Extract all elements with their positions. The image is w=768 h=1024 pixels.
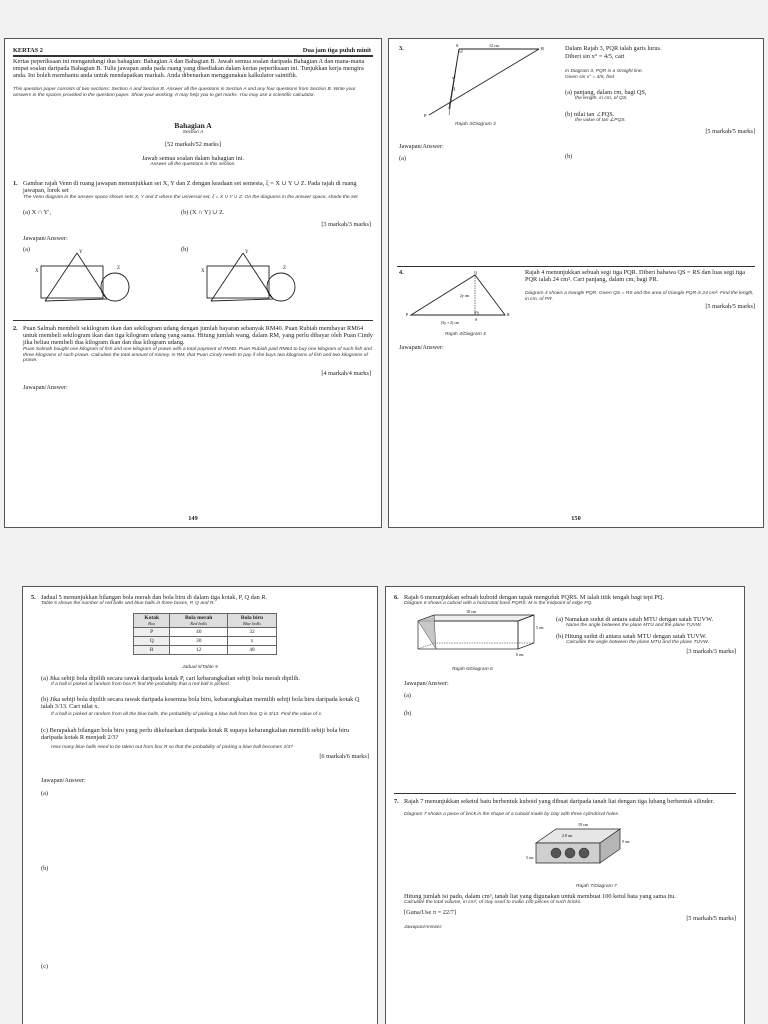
page-152 bbox=[385, 586, 745, 1024]
q3-number: 3. bbox=[399, 45, 404, 52]
table-cell: P bbox=[134, 628, 170, 637]
q1-answer-label: Jawapan/Answer: bbox=[23, 235, 68, 242]
q5-part-b-en: If a ball is picked at random from all the blue balls, the probability of picking a blue ball from box Q is 3/13. Find the value of x. bbox=[51, 712, 323, 717]
q6-text: Rajah 6 menunjukkan sebuah kuboid dengan tapak mengufuk PQRS. M ialah titik tengah bagi tepi PQ. bbox=[404, 594, 665, 601]
svg-text:19 cm: 19 cm bbox=[578, 822, 588, 827]
svg-text:S: S bbox=[475, 317, 478, 322]
svg-text:R: R bbox=[507, 312, 510, 317]
svg-text:X: X bbox=[35, 269, 39, 274]
q7-number: 7. bbox=[394, 798, 399, 805]
paper-duration: Dua jam tiga puluh minit bbox=[302, 47, 371, 54]
q5-answer-b: (b) bbox=[41, 865, 49, 872]
q6-part-a-en: Name the angle between the plane MTU and the plane TUVW. bbox=[566, 623, 702, 628]
svg-text:18 cm: 18 cm bbox=[466, 609, 476, 614]
q3-part-b-en: the value of tan ∠PQS. bbox=[575, 118, 626, 123]
q5-text-en: Table 5 shows the number of red balls and blue balls in three boxes, P, Q and R. bbox=[41, 601, 215, 606]
svg-text:Z: Z bbox=[117, 266, 121, 271]
q7-answer-label: Jawapan/Answer: bbox=[404, 925, 443, 930]
diagram-6-caption: Rajah 6/Diagram 6 bbox=[452, 667, 493, 672]
svg-text:Q: Q bbox=[474, 270, 477, 275]
header-red: Bola merah Red balls bbox=[170, 614, 228, 628]
q5-answer-a: (a) bbox=[41, 790, 48, 797]
q6-number: 6. bbox=[394, 594, 399, 601]
q3-part-b: (b) nilai tan ∠PQS. bbox=[565, 111, 615, 118]
q5-text: Jadual 5 menunjukkan bilangan bola merah dan bola biru di dalam tiga kotak, P, Q dan R. bbox=[41, 594, 268, 601]
table-cell: 30 bbox=[170, 637, 228, 646]
svg-text:2.8 cm: 2.8 cm bbox=[562, 834, 573, 838]
q3-line-1: Dalam Rajah 3, PQR ialah garis lurus. bbox=[565, 45, 662, 52]
diagram-4-caption: Rajah 4/Diagram 4 bbox=[445, 332, 486, 337]
q3-line-2: Diberi sin x° = 4/5, cari bbox=[565, 53, 625, 60]
venn-diagram-b bbox=[201, 251, 311, 321]
header-rule bbox=[13, 55, 373, 57]
table-cell: 40 bbox=[170, 628, 228, 637]
section-instruction-en: Answer all the questions in this section. bbox=[150, 162, 236, 167]
q6-part-b: (b) Hitung sudut di antara satah MTU dengan satah TUVW. bbox=[556, 633, 707, 640]
diagram-3 bbox=[419, 43, 569, 123]
q3-answer-label: Jawapan/Answer: bbox=[399, 143, 444, 150]
q6-answer-a: (a) bbox=[404, 692, 411, 699]
q6-text-en: Diagram 6 shows a cuboid with a horizontal base PQRS. M is the midpoint of edge PQ. bbox=[404, 601, 593, 606]
q5-marks: [6 markah/6 marks] bbox=[319, 753, 369, 760]
q1-text-en: The Venn diagram in the answer space shows sets X, Y and Z where the universal set, ξ = X ∪ Y ∪ Z. On the diagrams in the answer space, shade the set bbox=[23, 195, 358, 200]
svg-text:6 cm: 6 cm bbox=[516, 653, 524, 657]
q1-part-b: (b) (X ∩ Y) ∪ Z. bbox=[181, 209, 225, 216]
q7-text: Rajah 7 menunjukkan seketul batu berbentuk kuboid yang dibuat daripada tanah liat dengan tiga lubang berbentuk silinder. bbox=[404, 798, 715, 805]
q3-part-a-en: the length, in cm, of QS, bbox=[575, 96, 628, 101]
q1-number: 1. bbox=[13, 180, 18, 187]
q5-part-a: (a) Jika sebiji bola dipilih secara rawak daripada kotak P, cari kebarangkalian sebiji bola merah dipilih. bbox=[41, 675, 300, 682]
q1-marks: [3 markah/3 marks] bbox=[321, 221, 371, 228]
svg-text:12 cm: 12 cm bbox=[489, 43, 499, 48]
table-row bbox=[134, 637, 277, 646]
diagram-7-brick bbox=[526, 823, 636, 883]
q4-text: Rajah 4 menunjukkan sebuah segi tiga PQR. Diberi bahawa QS = RS dan luas segi tiga PQR ialah 24 cm². Cari panjang, dalam cm, bagi PR. bbox=[525, 269, 746, 284]
q7-calc: Hitung jumlah isi padu, dalam cm³, tanah liat yang digunakan untuk membuat 100 ketul bata yang sama itu. bbox=[404, 893, 676, 900]
q5-number: 5. bbox=[31, 594, 36, 601]
q1-text: Gambar rajah Venn di ruang jawapan menunjukkan set X, Y dan Z dengan keadaan set semesta, ξ = X ∪ Y ∪ Z. Pada rajah di ruang jawapan, lorek set bbox=[23, 180, 357, 195]
q5-part-c-en: How many blue balls need to be taken out from box R so that the probability of picking a blue ball becomes 2/3? bbox=[51, 745, 293, 750]
q5-part-c: (c) Berapakah bilangan bola biru yang perlu dikeluarkan daripada kotak R supaya kebarangkalian memilih sebiji bola biru daripada kotak R menjadi 2/3? bbox=[41, 727, 350, 742]
table-caption: Jadual 5/Table 5 bbox=[182, 665, 218, 670]
q4-marks: [5 markah/5 marks] bbox=[705, 303, 755, 310]
q5-answer-c: (c) bbox=[41, 963, 48, 970]
svg-text:Q: Q bbox=[452, 86, 456, 91]
table-cell: x bbox=[228, 637, 277, 646]
header-blue: Bola biru Blue balls bbox=[228, 614, 277, 628]
page-151 bbox=[22, 586, 378, 1024]
q6-answer-label: Jawapan/Answer: bbox=[404, 680, 449, 687]
q2-number: 2. bbox=[13, 325, 18, 332]
table-cell: Q bbox=[134, 637, 170, 646]
svg-text:X: X bbox=[201, 269, 205, 274]
diagram-7-caption: Rajah 7/Diagram 7 bbox=[576, 884, 617, 889]
q6-marks: [3 markah/3 marks] bbox=[686, 648, 736, 655]
svg-text:9 cm: 9 cm bbox=[622, 840, 630, 844]
section-subtitle: Section A bbox=[182, 130, 204, 135]
table-header-row bbox=[134, 614, 277, 628]
page-number: 149 bbox=[188, 515, 198, 522]
q1-answer-b: (b) bbox=[181, 246, 189, 253]
q4-text-en: Diagram 4 shows a triangle PQR. Given QS = RS and the area of triangle PQR is 24 cm². Find the length, in cm, of PR. bbox=[525, 291, 754, 302]
q5-part-a-en: If a ball is picked at random from box P, find the probability that a red ball is picked. bbox=[51, 682, 231, 687]
q2-answer-label: Jawapan/Answer: bbox=[23, 384, 68, 391]
venn-diagram-a bbox=[35, 251, 145, 321]
table-row bbox=[134, 646, 277, 655]
table-cell: 32 bbox=[228, 628, 277, 637]
q2-text-en: Puan Salmah bought one kilogram of fish and one kilogram of prawn with a total payment of RM40. Puan Rubiah paid RM64 to buy one kilogram of such fish and three kilograms of such prawn. Calculate the total amount of money, in RM, that Puan Cindy needs to pay if she buys two kilograms of fish and two kilograms of prawn. bbox=[23, 347, 372, 364]
q7-calc-en: Calculate the total volume, in cm³, of clay used to make 100 pieces of such bricks. bbox=[404, 900, 582, 905]
table-cell: R bbox=[134, 646, 170, 655]
q3-line-2-en: Given sin x° = 4/5, find bbox=[565, 75, 615, 80]
q1-answer-a: (a) bbox=[23, 246, 30, 253]
diagram-4 bbox=[405, 271, 525, 327]
page-149 bbox=[4, 38, 382, 528]
svg-text:S: S bbox=[456, 43, 459, 48]
divider bbox=[394, 793, 736, 794]
section-title: Bahagian A bbox=[174, 121, 212, 130]
svg-text:P: P bbox=[424, 113, 427, 118]
q6-part-b-en: Calculate the angle between the plane MTU and the plane TUVW. bbox=[566, 640, 710, 645]
q2-text: Puan Salmah membeli sekilogram ikan dan sekilogram udang dengan jumlah bayaran sebanyak RM40. Puan Rubiah membayar RM64 untuk membeli sekilogram ikan dan tiga kilogram udang yang sama. Hitung jumlah wang, dalam RM, yang perlu dibayar oleh Puan Cindy jika beliau membeli dua kilogram ikan dan dua kilogram udang. bbox=[23, 325, 373, 347]
paper-title: KERTAS 2 bbox=[13, 47, 43, 54]
header-box: Kotak Box bbox=[134, 614, 170, 628]
q1-part-a: (a) X ∩ Y′, bbox=[23, 209, 52, 216]
q5-part-b: (b) Jika sebiji bola dipilih secara rawak daripada kesemua bola biru, kebarangkalian memilih sebiji bola biru daripada kotak Q ialah 3/13. Cari nilai x. bbox=[41, 696, 360, 711]
q7-marks: [5 markah/5 marks] bbox=[686, 915, 736, 922]
svg-text:5 cm: 5 cm bbox=[526, 856, 534, 860]
q3-marks: [5 markah/5 marks] bbox=[705, 128, 755, 135]
svg-text:2y cm: 2y cm bbox=[460, 294, 470, 298]
section-marks: [52 markah/52 marks] bbox=[165, 141, 221, 148]
svg-text:P: P bbox=[406, 312, 409, 317]
q7-pi-note: [Guna/Use π = 22/7] bbox=[404, 909, 457, 916]
q5-answer-label: Jawapan/Answer: bbox=[41, 777, 86, 784]
q7-text-en: Diagram 7 shows a piece of brick in the shape of a cuboid made by clay with three cylindrical holes. bbox=[404, 812, 620, 817]
q4-answer-label: Jawapan/Answer: bbox=[399, 344, 444, 351]
diagram-6 bbox=[406, 611, 546, 663]
table-cell: 12 bbox=[170, 646, 228, 655]
q3-answer-a: (a) bbox=[399, 155, 406, 162]
svg-text:R: R bbox=[541, 46, 545, 51]
q3-answer-b: (b) bbox=[565, 153, 573, 160]
svg-text:Y: Y bbox=[245, 250, 249, 255]
intro-english: This question paper consists of two sections: Section A and Section B. Answer all the questions in Section A and any four questions from Section B. Write your answers in the spaces provided in the question paper. Show your working. It may help you to get marks. You may use a scientific calculator. bbox=[13, 87, 356, 98]
section-instruction: Jawab semua soalan dalam bahagian ini. bbox=[141, 155, 245, 162]
q3-part-a: (a) panjang, dalam cm, bagi QS, bbox=[565, 89, 647, 96]
svg-text:(3y + 2) cm: (3y + 2) cm bbox=[441, 321, 459, 325]
svg-text:5 cm: 5 cm bbox=[536, 626, 544, 630]
table-cell: 48 bbox=[228, 646, 277, 655]
q6-answer-b: (b) bbox=[404, 710, 412, 717]
svg-text:Z: Z bbox=[283, 266, 287, 271]
divider bbox=[397, 266, 755, 267]
diagram-3-caption: Rajah 3/Diagram 3 bbox=[455, 122, 496, 127]
q6-part-a: (a) Namakan sudut di antara satah MTU dengan satah TUVW. bbox=[556, 616, 714, 623]
svg-text:Y: Y bbox=[79, 250, 83, 255]
divider bbox=[13, 320, 373, 321]
q4-number: 4. bbox=[399, 269, 404, 276]
q3-line-1-en: In Diagram 3, PQR is a straight line. bbox=[565, 69, 644, 74]
table-row bbox=[134, 628, 277, 637]
page-150 bbox=[388, 38, 764, 528]
intro-malay: Kertas peperiksaan ini mengandungi dua bahagian: Bahagian A dan Bahagian B. Jawab semua soalan daripada Bahagian A dan mana-mana empat soalan daripada Bahagian B. Tulis jawapan anda pada ruang yang disediakan dalam kertas peperiksaan ini. Tunjukkan kerja mengira anda. Ini boleh membantu anda untuk mendapatkan markah. Anda dibenarkan menggunakan kalkulator saintifik. bbox=[13, 58, 365, 80]
q2-marks: [4 markah/4 marks] bbox=[321, 370, 371, 377]
svg-text:x°: x° bbox=[452, 75, 456, 80]
ball-table bbox=[133, 613, 277, 655]
page-number: 150 bbox=[571, 515, 581, 522]
